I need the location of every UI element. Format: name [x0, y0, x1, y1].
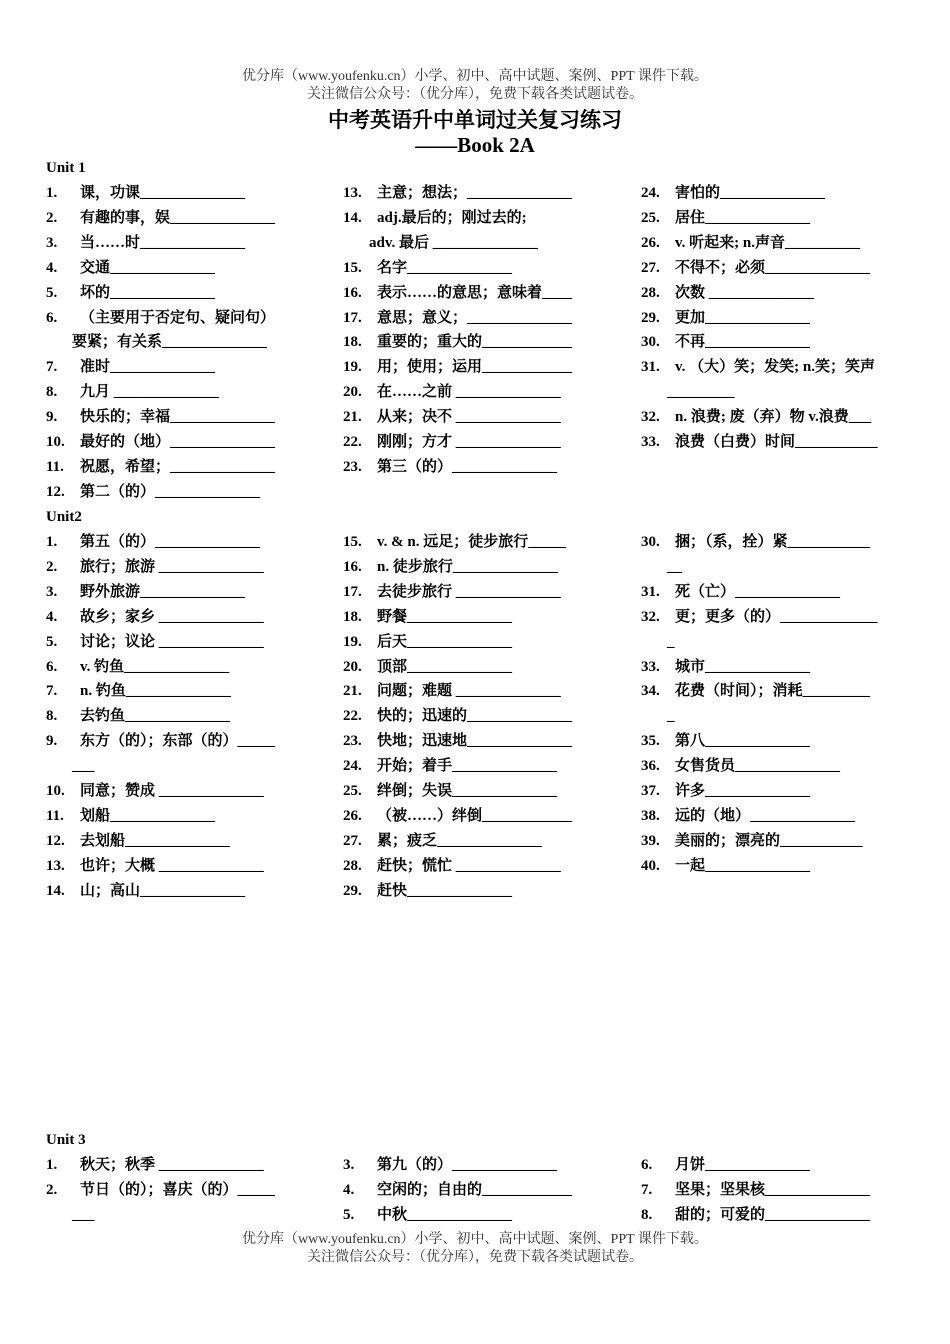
item-number: 10.	[46, 434, 65, 450]
item-prompt: __	[667, 558, 682, 575]
item-prompt: 去徒步旅行 ______________	[377, 583, 561, 600]
item-number: 3.	[46, 234, 58, 251]
item-prompt: 有趣的事，娱______________	[80, 209, 276, 226]
item-prompt: 赶快______________	[377, 882, 513, 899]
item-number: 4.	[46, 608, 58, 625]
bottom-banner-line-2: 关注微信公众号：（优分库），免费下载各类试题试卷。	[307, 1250, 643, 1265]
item-prompt: 讨论；议论 ______________	[80, 633, 264, 650]
item-prompt: v. 钓鱼______________	[80, 658, 230, 675]
item-number: 2.	[46, 1181, 58, 1198]
item-number: 37.	[641, 783, 660, 799]
item-prompt: 重要的；重大的____________	[377, 334, 573, 351]
item-number: 6.	[641, 1157, 653, 1173]
item-number: 30.	[641, 334, 660, 351]
item-number: 21.	[343, 409, 362, 426]
item-prompt: 空闲的；自由的____________	[377, 1181, 573, 1198]
item-number: 17.	[343, 309, 362, 326]
item-number: 14.	[46, 882, 65, 899]
item-prompt: 同意；赞成 ______________	[80, 783, 264, 799]
item-number: 5.	[343, 1206, 355, 1223]
item-number: 25.	[343, 783, 362, 799]
item-prompt: _	[667, 633, 675, 650]
item-prompt: 山；高山______________	[80, 882, 246, 899]
item-number: 22.	[343, 708, 362, 725]
item-number: 12.	[46, 483, 65, 500]
item-prompt: 第九（的）______________	[377, 1157, 558, 1173]
item-prompt: 次数 ______________	[675, 284, 814, 301]
item-prompt: 交通______________	[80, 259, 216, 276]
item-number: 10.	[46, 783, 65, 799]
item-number: 11.	[46, 458, 64, 475]
item-number: 4.	[46, 259, 58, 276]
top-banner-line-1: 优分库（www.youfenku.cn）小学、初中、高中试题、案例、PPT 课件下载。	[242, 69, 708, 84]
page-title: 中考英语升中单词过关复习练习	[328, 108, 622, 132]
item-number: 25.	[641, 209, 660, 226]
item-prompt: 赶快；慌忙 ______________	[377, 857, 561, 874]
item-prompt: 快地；迅速地______________	[377, 733, 573, 750]
item-number: 38.	[641, 807, 660, 824]
item-prompt: 女售货员______________	[675, 758, 841, 775]
item-number: 5.	[46, 633, 58, 650]
item-number: 15.	[343, 259, 362, 276]
item-prompt: 累；疲乏______________	[377, 832, 543, 849]
item-number: 23.	[343, 733, 362, 750]
item-number: 13.	[46, 857, 65, 874]
item-number: 17.	[343, 583, 362, 600]
page-subtitle: ——Book 2A	[415, 133, 535, 157]
item-prompt: ___	[72, 758, 95, 775]
item-number: 31.	[641, 583, 660, 600]
item-prompt: 意思；意义；______________	[377, 309, 573, 326]
item-number: 18.	[343, 334, 362, 351]
item-prompt: 最好的（地）______________	[80, 434, 276, 450]
item-number: 9.	[46, 409, 58, 426]
item-prompt: 用；使用；运用____________	[377, 359, 573, 376]
item-prompt: 许多______________	[675, 783, 811, 799]
item-prompt: 害怕的______________	[675, 185, 826, 201]
item-number: 39.	[641, 832, 660, 849]
item-prompt: 后天______________	[377, 633, 513, 650]
item-number: 28.	[343, 857, 362, 874]
item-number: 19.	[343, 633, 362, 650]
item-prompt: 城市______________	[675, 658, 811, 675]
item-number: 32.	[641, 608, 660, 625]
item-number: 23.	[343, 458, 362, 475]
item-prompt: 更；更多（的）_____________	[675, 608, 878, 625]
item-prompt: 甜的；可爱的______________	[675, 1206, 871, 1223]
item-number: 13.	[343, 185, 362, 201]
item-prompt: 坚果；坚果核______________	[675, 1181, 871, 1198]
item-prompt: 开始；着手______________	[377, 758, 558, 775]
item-number: 9.	[46, 733, 58, 750]
item-prompt: 快的；迅速的______________	[377, 708, 573, 725]
unit-heading: Unit2	[46, 509, 82, 525]
item-number: 1.	[46, 185, 58, 201]
item-number: 16.	[343, 284, 362, 301]
item-number: 33.	[641, 658, 660, 675]
item-prompt: 中秋______________	[377, 1206, 513, 1223]
item-number: 15.	[343, 534, 362, 550]
item-number: 5.	[46, 284, 58, 301]
unit-heading: Unit 1	[46, 160, 86, 176]
item-prompt: n. 徒步旅行______________	[377, 558, 558, 575]
item-prompt: v. （大）笑；发笑; n.笑；笑声	[675, 359, 876, 376]
unit-heading: Unit 3	[46, 1132, 86, 1148]
item-number: 1.	[46, 534, 58, 550]
item-prompt: 东方（的）；东部（的）_____	[80, 733, 276, 750]
item-prompt: v. 听起来; n.声音__________	[675, 234, 861, 251]
item-number: 26.	[641, 234, 660, 251]
top-banner-line-2: 关注微信公众号：（优分库），免费下载各类试题试卷。	[307, 87, 643, 102]
item-prompt: 去划船______________	[80, 832, 231, 849]
item-number: 30.	[641, 534, 660, 550]
item-prompt: 秋天；秋季 ______________	[80, 1157, 264, 1173]
item-number: 6.	[46, 309, 58, 326]
item-number: 7.	[46, 359, 58, 376]
item-prompt: n. 钓鱼______________	[80, 683, 231, 700]
item-number: 18.	[343, 608, 362, 625]
item-prompt: 旅行；旅游 ______________	[80, 558, 264, 575]
item-prompt: 刚刚；方才 ______________	[377, 434, 561, 450]
item-prompt: v. & n. 远足；徒步旅行_____	[377, 534, 566, 550]
item-prompt: 月饼______________	[675, 1157, 811, 1173]
item-number: 3.	[46, 583, 58, 600]
item-number: 8.	[46, 708, 58, 725]
item-prompt: 课，功课______________	[80, 185, 246, 201]
item-number: 4.	[343, 1181, 355, 1198]
item-number: 24.	[641, 185, 660, 201]
item-number: 28.	[641, 284, 660, 301]
item-prompt: 去钓鱼______________	[80, 708, 231, 725]
item-number: 32.	[641, 409, 660, 426]
item-prompt: 死（亡）______________	[675, 583, 841, 600]
item-number: 8.	[641, 1206, 653, 1223]
item-prompt: adv. 最后 ______________	[369, 234, 538, 251]
item-prompt: 第八______________	[675, 733, 811, 750]
item-prompt: 当……时______________	[80, 234, 246, 251]
item-prompt: 绊倒；失误______________	[377, 783, 558, 799]
item-number: 20.	[343, 658, 362, 675]
item-prompt: 在……之前 ______________	[377, 384, 561, 401]
item-prompt: 主意；想法；______________	[377, 185, 573, 201]
item-number: 1.	[46, 1157, 58, 1173]
item-number: 29.	[641, 309, 660, 326]
item-number: 34.	[641, 683, 660, 700]
item-prompt: 九月 ______________	[80, 384, 219, 401]
item-number: 31.	[641, 359, 660, 376]
item-number: 19.	[343, 359, 362, 376]
item-number: 27.	[343, 832, 362, 849]
item-prompt: （主要用于否定句、疑问句）	[80, 309, 276, 326]
item-number: 36.	[641, 758, 660, 775]
item-number: 2.	[46, 558, 58, 575]
item-prompt: 浪费（白费）时间___________	[675, 434, 878, 450]
item-prompt: 划船______________	[80, 807, 216, 824]
item-number: 12.	[46, 832, 65, 849]
item-number: 16.	[343, 558, 362, 575]
item-prompt: _	[667, 708, 675, 725]
item-number: 40.	[641, 857, 660, 874]
item-prompt: 远的（地）______________	[675, 807, 856, 824]
item-prompt: 要紧；有关系______________	[72, 334, 268, 351]
item-prompt: 坏的______________	[80, 284, 216, 301]
item-prompt: 捆；（系，拴）紧___________	[675, 534, 871, 550]
item-prompt: 一起______________	[675, 857, 811, 874]
item-number: 11.	[46, 807, 64, 824]
item-prompt: 快乐的；幸福______________	[80, 409, 276, 426]
item-prompt: 顶部______________	[377, 658, 513, 675]
item-prompt: （被……）绊倒____________	[377, 807, 573, 824]
item-number: 22.	[343, 434, 362, 450]
item-number: 20.	[343, 384, 362, 401]
item-prompt: 不得不；必须______________	[675, 259, 871, 276]
item-number: 6.	[46, 658, 58, 675]
item-number: 35.	[641, 733, 660, 750]
item-number: 27.	[641, 259, 660, 276]
item-prompt: 花费（时间）；消耗_________	[675, 683, 871, 700]
item-number: 29.	[343, 882, 362, 899]
item-prompt: 更加______________	[675, 309, 811, 326]
item-number: 7.	[641, 1181, 653, 1198]
item-prompt: 节日（的）；喜庆（的）_____	[80, 1181, 276, 1198]
item-prompt: 不再______________	[675, 334, 811, 351]
item-prompt: 祝愿，希望；______________	[80, 458, 276, 475]
item-number: 33.	[641, 434, 660, 450]
item-prompt: adj.最后的；刚过去的;	[377, 209, 527, 226]
item-prompt: ___	[72, 1206, 95, 1223]
item-number: 7.	[46, 683, 58, 700]
item-prompt: 第二（的）______________	[80, 483, 261, 500]
item-prompt: 第五（的）______________	[80, 534, 261, 550]
item-prompt: 居住______________	[675, 209, 811, 226]
item-prompt: n. 浪费; 废（弃）物 v.浪费___	[675, 409, 872, 426]
item-number: 14.	[343, 209, 362, 226]
item-prompt: 也许；大概 ______________	[80, 857, 264, 874]
item-number: 2.	[46, 209, 58, 226]
item-number: 21.	[343, 683, 362, 700]
item-prompt: 美丽的；漂亮的___________	[675, 832, 863, 849]
item-prompt: 名字______________	[377, 259, 513, 276]
item-number: 24.	[343, 758, 362, 775]
item-number: 26.	[343, 807, 362, 824]
item-prompt: 第三（的）______________	[377, 458, 558, 475]
item-prompt: 表示……的意思；意味着____	[377, 284, 573, 301]
item-prompt: _________	[667, 384, 735, 401]
item-prompt: 问题；难题 ______________	[377, 683, 561, 700]
item-prompt: 故乡；家乡 ______________	[80, 608, 264, 625]
item-prompt: 从来；决不 ______________	[377, 409, 561, 426]
item-prompt: 准时______________	[80, 359, 216, 376]
item-prompt: 野餐______________	[377, 608, 513, 625]
item-number: 3.	[343, 1157, 355, 1173]
bottom-banner-line-1: 优分库（www.youfenku.cn）小学、初中、高中试题、案例、PPT 课件下载。	[242, 1232, 708, 1247]
item-number: 8.	[46, 384, 58, 401]
item-prompt: 野外旅游______________	[80, 583, 246, 600]
